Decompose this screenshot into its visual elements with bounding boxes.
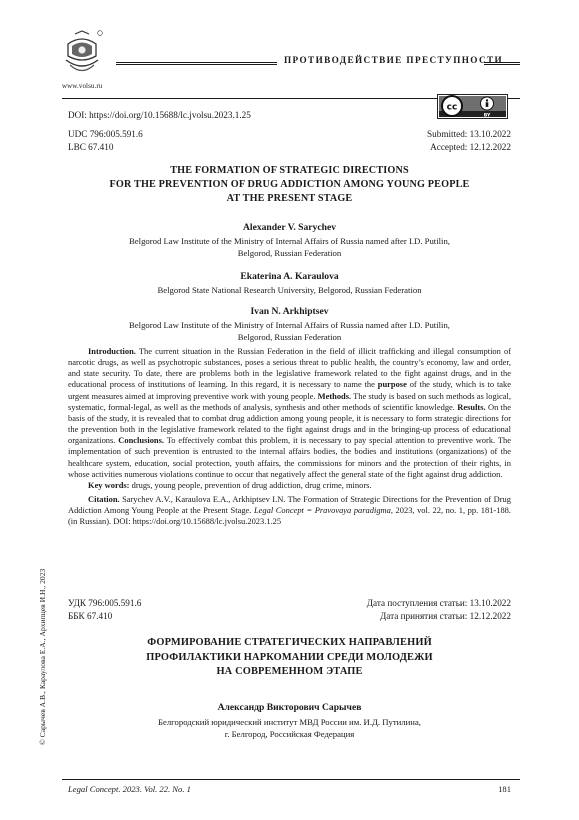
keywords-label: Key words: xyxy=(88,479,130,490)
ru-article-title xyxy=(68,636,511,680)
ru-lbc: ББК 67.410 xyxy=(68,611,113,621)
ru-accepted: Дата принятия статьи: 12.12.2022 xyxy=(380,611,511,621)
cc-mark: cc xyxy=(446,102,458,113)
affiliation-line: Belgorod Law Institute of the Ministry of Internal Affairs of Russia named after I.D. Putilin, xyxy=(129,236,450,246)
rubric-rule-right xyxy=(484,62,520,65)
abstract-span: To effectively combat this problem, it is necessary to pay special attention to preventive work. The implementation of such prevention is entrusted to the internal affairs bodies, the bodies and institutions (organizations) of the healthcare system, education, social protection, youth affairs, the commissions for minors and the protection of their rights, in whose activities numerous violations continue to occur that negatively affect the general state of the fight against drug addiction. xyxy=(68,435,511,479)
en-submitted: Submitted: 13.10.2022 xyxy=(427,129,511,139)
ru-classification xyxy=(68,597,141,623)
copyright-vertical: © Сарычев А.В., Караулова Е.А., Архипцев И.Н., 2023 xyxy=(38,568,47,745)
citation-text: , 2023, vol. 22, no. 1, pp. 181-188. (in Russian). DOI: https://doi.org/10.15688/lc.jvolsu.2023.1.25 xyxy=(68,505,511,527)
ru-title-line: НА СОВРЕМЕННОМ ЭТАПЕ xyxy=(216,666,363,677)
rubric-rule-left xyxy=(116,62,277,65)
journal-footer: Legal Concept. 2023. Vol. 22. No. 1 xyxy=(68,784,191,794)
ru-title-line: ФОРМИРОВАНИЕ СТРАТЕГИЧЕСКИХ НАПРАВЛЕНИЙ xyxy=(147,637,432,648)
ru-author-affiliation xyxy=(68,717,511,740)
doi[interactable]: DOI: https://doi.org/10.15688/lc.jvolsu.2023.1.25 xyxy=(68,110,251,120)
ru-dates xyxy=(367,597,511,623)
abstract-text xyxy=(68,346,511,480)
citation-text: Sarychev A.V., Karaulova E.A., Arkhiptsev I.N. The Formation of Strategic Directions for the Prevention of Drug Addiction Among Young People at the Present Stage. xyxy=(68,494,511,516)
author-2-affiliation xyxy=(68,285,511,297)
en-article-title xyxy=(68,164,511,206)
methods-label: Methods. xyxy=(317,390,352,401)
author-1-name: Alexander V. Sarychev xyxy=(242,222,336,233)
citation-label: Citation. xyxy=(88,494,120,505)
en-dates xyxy=(427,128,511,154)
en-classification xyxy=(68,128,143,154)
page-number: 181 xyxy=(498,784,511,794)
affiliation-line: Belgorod, Russian Federation xyxy=(237,331,342,342)
cc-by-license-icon xyxy=(437,94,508,119)
ru-author-name: Александр Викторович Сарычев xyxy=(217,702,362,713)
ru-submitted: Дата поступления статьи: 13.10.2022 xyxy=(366,598,511,608)
rubric-title: ПРОТИВОДЕЙСТВИЕ ПРЕСТУПНОСТИ xyxy=(284,55,504,65)
author-1-affiliation xyxy=(68,236,511,259)
citation-journal: Legal Concept = Pravovaya paradigma xyxy=(253,505,391,516)
university-logo xyxy=(60,30,104,80)
site-url[interactable]: www.volsu.ru xyxy=(62,82,103,90)
en-lbc: LBC 67.410 xyxy=(68,142,114,152)
conclusions-label: Conclusions. xyxy=(118,435,164,446)
en-title-line: AT THE PRESENT STAGE xyxy=(226,193,353,204)
ru-title-line: ПРОФИЛАКТИКИ НАРКОМАНИИ СРЕДИ МОЛОДЕЖИ xyxy=(146,651,433,663)
author-2-name: Ekaterina A. Karaulova xyxy=(240,271,339,282)
affiliation-line: Belgorod State National Research University, Belgorod, Russian Federation xyxy=(157,285,422,295)
author-3-affiliation xyxy=(68,320,511,343)
abstract-span: The study is based on such methods as logical, systematic, formal-legal, as well as the methods of analysis, synthesis and other methods of scientific knowledge. xyxy=(68,390,511,412)
ru-udc: УДК 796:005.591.6 xyxy=(68,598,142,608)
affiliation-line: г. Белгород, Российская Федерация xyxy=(224,728,355,739)
en-udc: UDC 796:005.591.6 xyxy=(68,129,143,139)
footer-divider xyxy=(62,779,520,780)
abstract-span: The current situation in the Russian Federation in the field of illicit trafficking and illegal consumption of narcotic drugs, as well as psychotropic substances, poses a serious threat to public health, the country’s economy, law and order, and state security. To date, there are problems both in the legislative framework related to the fight against drugs, and in the educational process of institutions of learning. In this regard, it is necessary to name the xyxy=(68,346,511,390)
author-3-name: Ivan N. Arkhiptsev xyxy=(250,306,329,317)
en-title-line: FOR THE PREVENTION OF DRUG ADDICTION AMONG YOUNG PEOPLE xyxy=(109,179,470,190)
affiliation-line: Белгородский юридический институт МВД России им. И.Д. Путилина, xyxy=(158,717,421,727)
results-label: Results. xyxy=(457,401,486,412)
by-mark: BY xyxy=(483,113,491,119)
abstract xyxy=(68,346,511,528)
abstract-span: On the basis of the study, it is revealed that to combat drug addiction among young people, it is necessary to form strategic directions for the prevention both in the legislative framework related to the fight against drugs and in the bringing-up process of educational organizations. xyxy=(68,401,511,446)
abstract-span: of the study, which is to take urgent measures aimed at improving preventive work with young people. xyxy=(68,379,512,401)
en-accepted: Accepted: 12.12.2022 xyxy=(430,142,511,152)
keywords xyxy=(68,480,511,491)
keywords-text: drugs, young people, prevention of drug addiction, drug crime, minors. xyxy=(129,479,372,490)
intro-label: Introduction. xyxy=(88,346,136,356)
en-title-line: THE FORMATION OF STRATEGIC DIRECTIONS xyxy=(170,165,409,176)
purpose-label: purpose xyxy=(377,379,407,390)
citation xyxy=(68,494,511,527)
affiliation-line: Belgorod Law Institute of the Ministry of Internal Affairs of Russia named after I.D. Putilin, xyxy=(129,320,450,330)
affiliation-line: Belgorod, Russian Federation xyxy=(237,247,342,258)
